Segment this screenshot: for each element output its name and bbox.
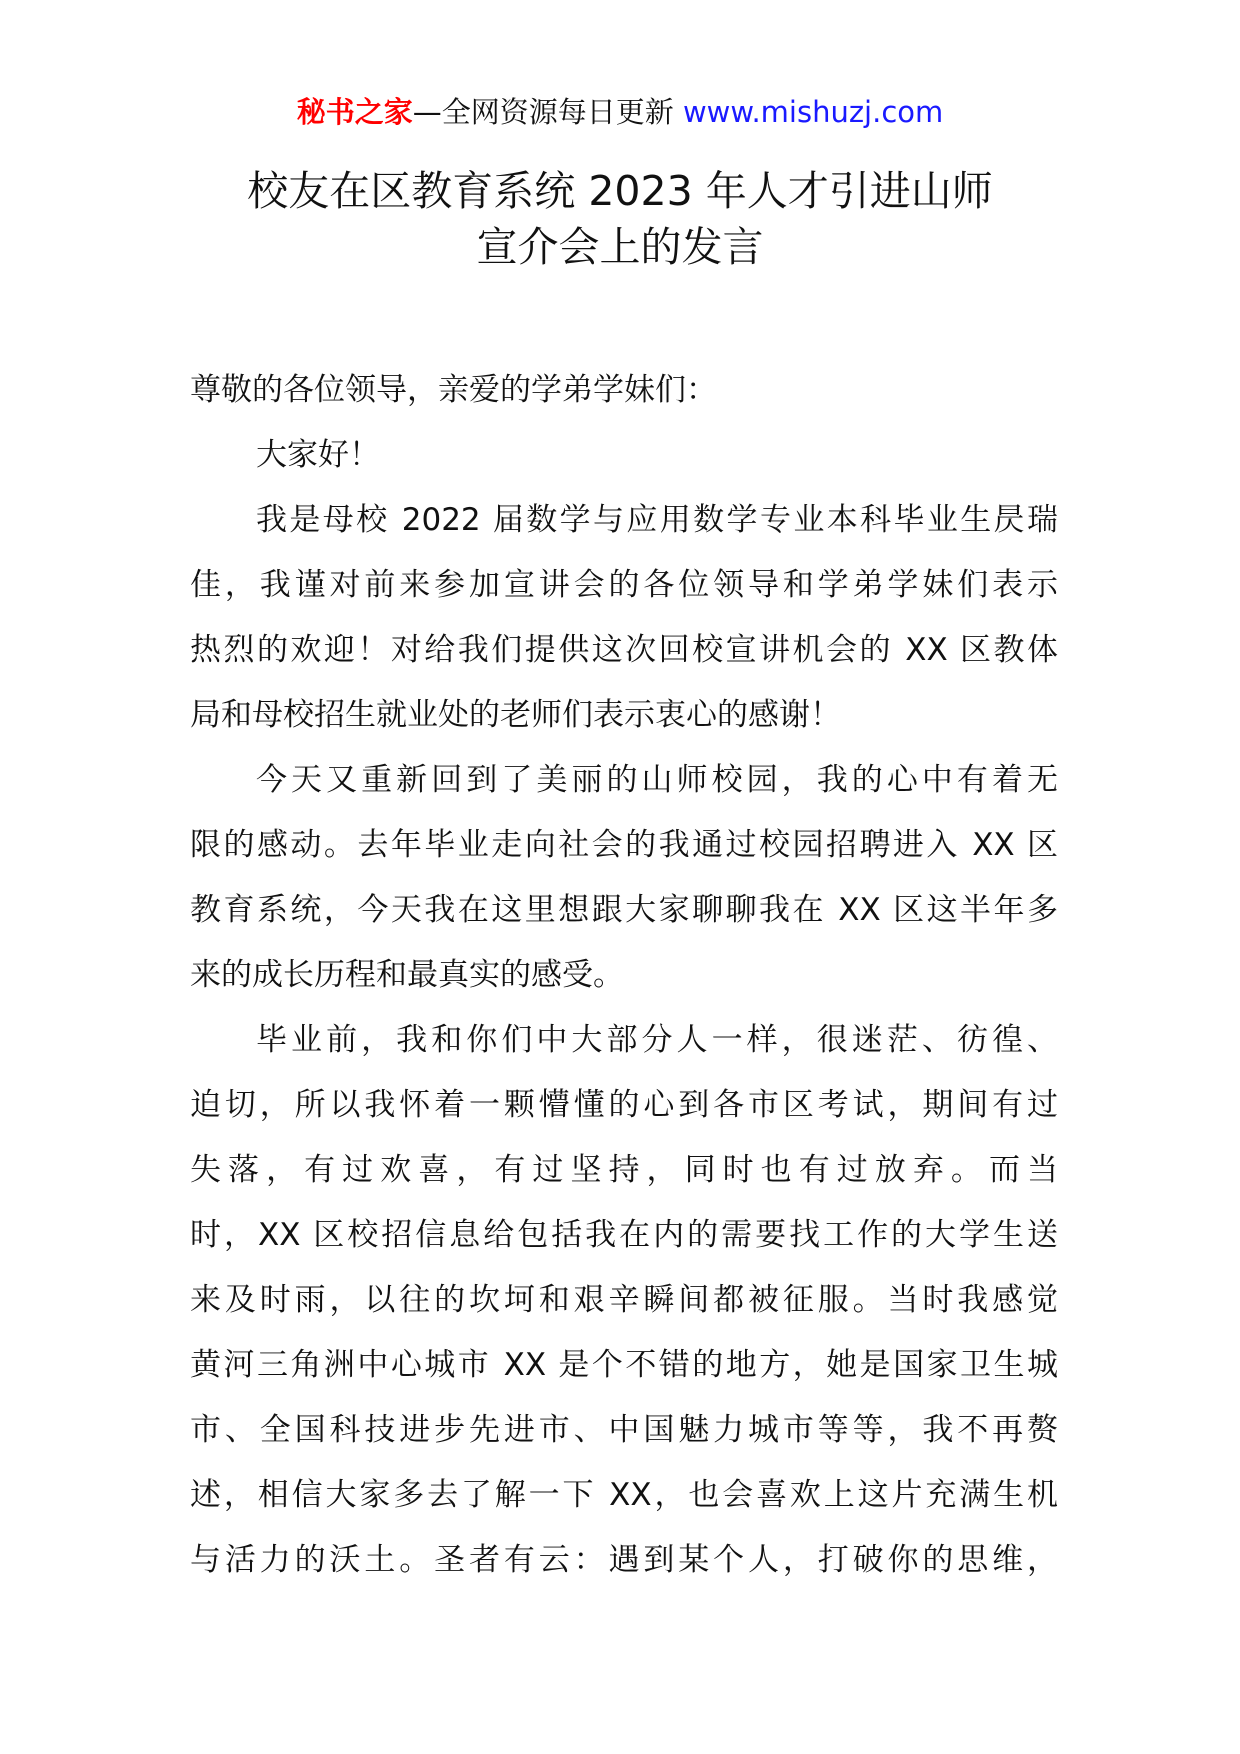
- paragraph-line: 教育系统，今天我在这里想跟大家聊聊我在 XX 区这半年多: [190, 892, 1058, 928]
- site-brand: 秘书之家: [296, 95, 413, 129]
- paragraph-line: 与活力的沃土。圣者有云：遇到某个人，打破你的思维，: [190, 1542, 1058, 1578]
- paragraph-line: 佳，我谨对前来参加宣讲会的各位领导和学弟学妹们表示: [190, 567, 1058, 603]
- paragraph-line: 黄河三角洲中心城市 XX 是个不错的地方，她是国家卫生城: [190, 1347, 1058, 1383]
- paragraph-line: 述，相信大家多去了解一下 XX，也会喜欢上这片充满生机: [190, 1477, 1058, 1513]
- paragraph-line: 毕业前，我和你们中大部分人一样，很迷茫、彷徨、: [256, 1022, 1058, 1058]
- title-line-2: 宣介会上的发言: [476, 223, 764, 271]
- paragraph-line: 今天又重新回到了美丽的山师校园，我的心中有着无: [256, 762, 1058, 798]
- paragraph-line: 迫切，所以我怀着一颗懵懂的心到各市区考试，期间有过: [190, 1087, 1058, 1123]
- site-url-link[interactable]: www.mishuzj.com: [682, 95, 944, 129]
- paragraph-line: 失落，有过欢喜，有过坚持，同时也有过放弃。而当: [190, 1152, 1058, 1188]
- paragraph-line: 局和母校招生就业处的老师们表示衷心的感谢！: [190, 697, 841, 733]
- document-title: [0, 163, 1240, 275]
- paragraph-line: 来的成长历程和最真实的感受。: [190, 957, 624, 993]
- greeting: 大家好！: [256, 437, 380, 473]
- paragraph-line: 我是母校 2022 届数学与应用数学专业本科毕业生昃瑞: [256, 502, 1058, 538]
- paragraph-line: 市、全国科技进步先进市、中国魅力城市等等，我不再赘: [190, 1412, 1058, 1448]
- paragraph-line: 热烈的欢迎！对给我们提供这次回校宣讲机会的 XX 区教体: [190, 632, 1058, 668]
- title-line-1: 校友在区教育系统 2023 年人才引进山师: [247, 167, 993, 215]
- paragraph-line: 时，XX 区校招信息给包括我在内的需要找工作的大学生送: [190, 1217, 1058, 1253]
- site-header: [0, 92, 1240, 132]
- site-slogan: —全网资源每日更新: [412, 95, 683, 129]
- paragraph-line: 限的感动。去年毕业走向社会的我通过校园招聘进入 XX 区: [190, 827, 1058, 863]
- document-body: [190, 358, 1058, 1593]
- paragraph-line: 来及时雨，以往的坎坷和艰辛瞬间都被征服。当时我感觉: [190, 1282, 1058, 1318]
- salutation: 尊敬的各位领导，亲爱的学弟学妹们：: [190, 372, 717, 408]
